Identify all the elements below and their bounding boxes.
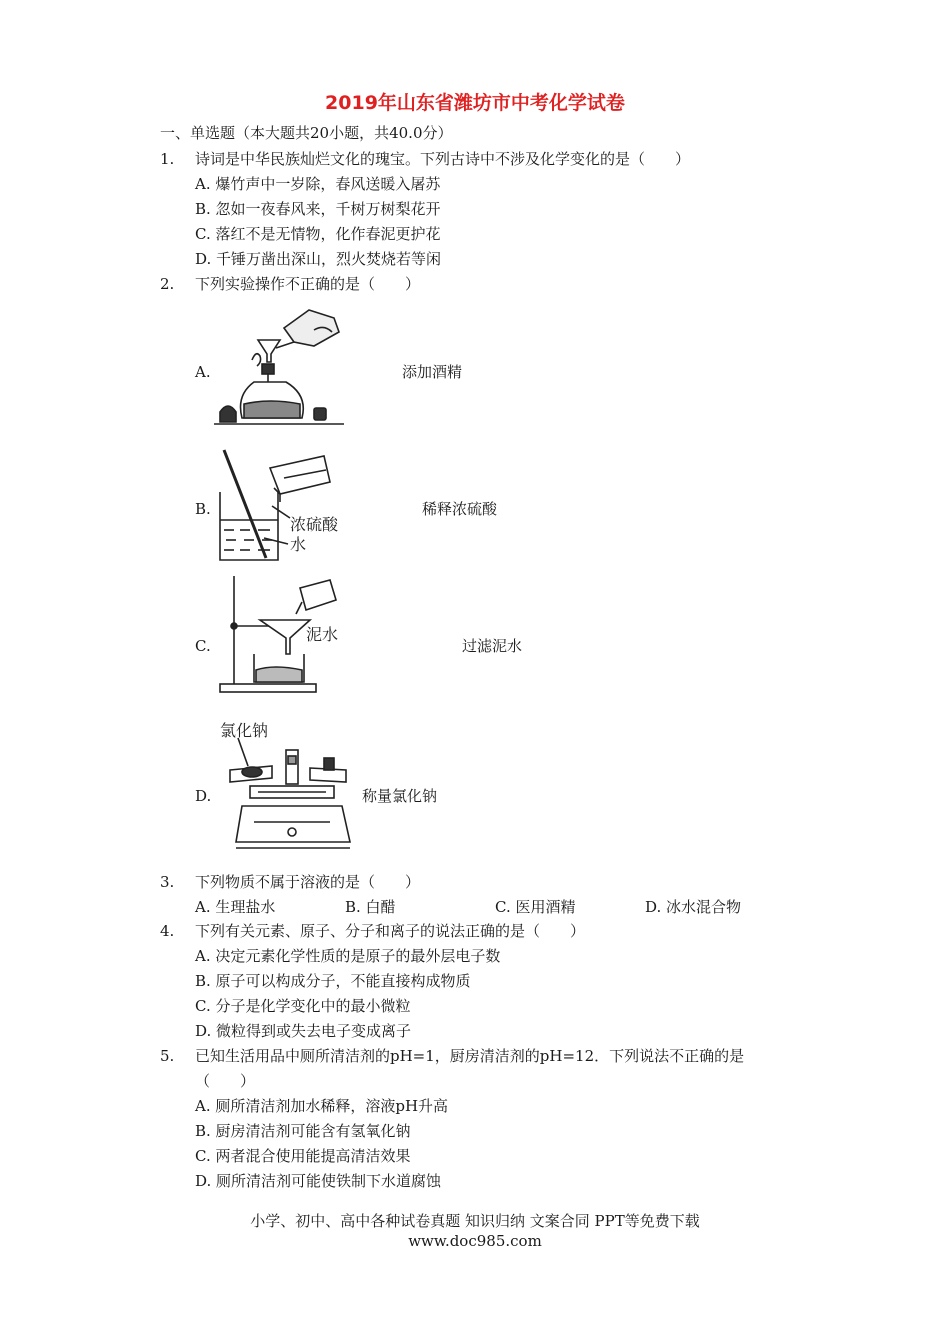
q5-option-a[interactable]: A. 厕所清洁剂加水稀释，溶液pH升高: [195, 1097, 449, 1115]
q5-text: 已知生活用品中厕所清洁剂的pH=1，厨房清洁剂的pH=12．下列说法不正确的是: [195, 1047, 745, 1065]
q2-number: 2.: [160, 275, 175, 293]
q1-number: 1.: [160, 150, 175, 168]
footer-url[interactable]: www.doc985.com: [408, 1232, 542, 1250]
q3-option-d[interactable]: D. 冰水混合物: [645, 898, 742, 916]
q5-option-d[interactable]: D. 厕所清洁剂可能使铁制下水道腐蚀: [195, 1172, 442, 1190]
q4-option-a[interactable]: A. 决定元素化学性质的是原子的最外层电子数: [195, 947, 501, 965]
q2-text: 下列实验操作不正确的是（ ）: [195, 275, 421, 293]
q2-option-d-caption: 称量氯化钠: [362, 787, 438, 805]
filtration-figure: [214, 574, 344, 698]
fig-label-mud: 泥水: [306, 625, 339, 644]
q1-option-b[interactable]: B. 忽如一夜春风来，千树万树梨花开: [195, 200, 441, 218]
alcohol-lamp-figure: [214, 300, 344, 430]
dilute-acid-figure: [214, 448, 354, 568]
q3-option-b[interactable]: B. 白醋: [345, 898, 396, 916]
q5-option-b[interactable]: B. 厨房清洁剂可能含有氢氧化钠: [195, 1122, 411, 1140]
footer-promo: 小学、初中、高中各种试卷真题 知识归纳 文案合同 PPT等免费下载: [250, 1212, 700, 1230]
q2-option-b-caption: 稀释浓硫酸: [422, 500, 498, 518]
q1-option-d[interactable]: D. 千锤万凿出深山，烈火焚烧若等闲: [195, 250, 442, 268]
q4-option-d[interactable]: D. 微粒得到或失去电子变成离子: [195, 1022, 412, 1040]
q2-option-b-letter[interactable]: B.: [195, 500, 211, 518]
q5-option-c[interactable]: C. 两者混合使用能提高清洁效果: [195, 1147, 411, 1165]
q2-option-c-caption: 过滤泥水: [462, 637, 523, 655]
q3-text: 下列物质不属于溶液的是（ ）: [195, 873, 421, 891]
q4-text: 下列有关元素、原子、分子和离子的说法正确的是（ ）: [195, 922, 586, 940]
q1-option-a[interactable]: A. 爆竹声中一岁除，春风送暖入屠苏: [195, 175, 441, 193]
q2-option-c-letter[interactable]: C.: [195, 637, 211, 655]
q3-option-c[interactable]: C. 医用酒精: [495, 898, 576, 916]
q2-option-d-letter[interactable]: D.: [195, 787, 212, 805]
section-heading: 一、单选题（本大题共20小题，共40.0分）: [160, 124, 453, 142]
q5-number: 5.: [160, 1047, 175, 1065]
q1-text: 诗词是中华民族灿烂文化的瑰宝。下列古诗中不涉及化学变化的是（ ）: [195, 150, 691, 168]
q2-option-a-letter[interactable]: A.: [195, 363, 211, 381]
q5-answer-blank: （ ）: [195, 1072, 256, 1090]
fig-label-water: 水: [290, 535, 307, 554]
exam-title: 2019年山东省潍坊市中考化学试卷: [325, 92, 625, 114]
q4-option-c[interactable]: C. 分子是化学变化中的最小微粒: [195, 997, 411, 1015]
balance-figure: [214, 716, 354, 860]
q4-option-b[interactable]: B. 原子可以构成分子，不能直接构成物质: [195, 972, 471, 990]
fig-label-acid: 浓硫酸: [290, 515, 339, 534]
q4-number: 4.: [160, 922, 175, 940]
q2-option-a-caption: 添加酒精: [402, 363, 463, 381]
q3-option-a[interactable]: A. 生理盐水: [195, 898, 276, 916]
q1-option-c[interactable]: C. 落红不是无情物，化作春泥更护花: [195, 225, 441, 243]
fig-label-nacl: 氯化钠: [220, 721, 269, 740]
q3-number: 3.: [160, 873, 175, 891]
